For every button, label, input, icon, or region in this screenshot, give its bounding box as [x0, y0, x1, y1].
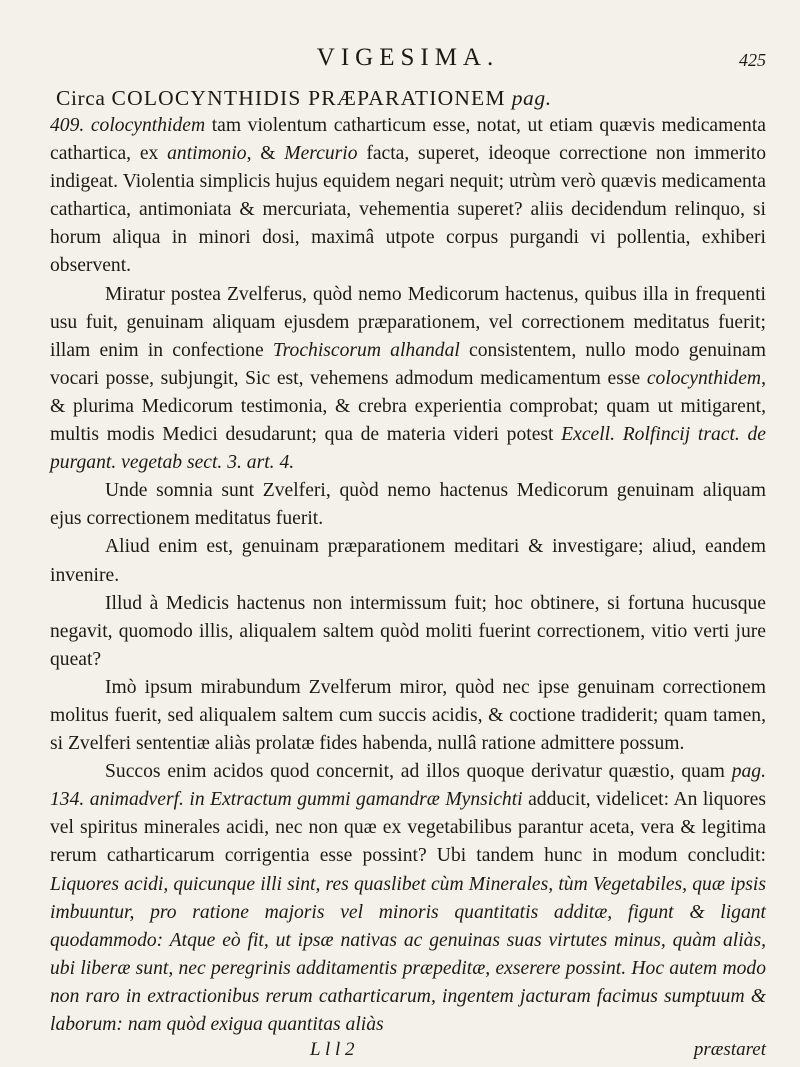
text-segment: adducit, videlicet: An liquores vel spiritus minerales acidi, nec non quæ ex vegetabilibus parantur aceta, vera & legitima rerum catharticarum corrigentia esse possint? Ubi tandem hunc in modum concludit:: [50, 789, 766, 867]
paragraph: [50, 112, 766, 281]
italic-segment: Excell. Rolfincij tract. de purgant. vegetab sect. 3. art. 4.: [50, 424, 766, 474]
heading-caps: COLOCYNTHIDIS PRÆPARATIONEM: [111, 86, 506, 110]
heading-lead: Circa: [56, 86, 112, 110]
text-segment: Unde somnia sunt Zvelferi, quòd nemo hactenus Medicorum genuinam aliquam ejus correctionem meditatus fuerit.: [50, 480, 766, 530]
paragraph: [50, 281, 766, 478]
text-segment: Aliud enim est, genuinam præparationem meditari & investigare; aliud, eandem invenire.: [50, 536, 766, 586]
text-segment: Succos enim acidos quod concernit, ad illos quoque derivatur quæstio, quam: [105, 761, 732, 783]
catchword: præstaret: [693, 1039, 766, 1061]
paragraph: [50, 674, 766, 758]
text-segment: facta, superet, ideoque correctione non immerito indigeat. Violentia simplicis hujus equidem negari nequit; utrùm verò quævis medicamenta cathartica, antimoniata & mercuriata, vehementia superet? aliis decidendum relinquo, si horum aliqua in minori dosi, maximâ utpote corpus purgandi vi pollentia, exhiberi observent.: [50, 143, 767, 277]
text-segment: tam violentum catharticum esse, notat, ut etiam quævis medicamenta cathartica, ex: [50, 115, 766, 165]
italic-segment: Liquores acidi, quicunque illi sint, res quaslibet cùm Minerales, tùm Vegetabiles, quæ ipsis imbuuntur, pro ratione majoris vel minoris quantitatis additæ, figunt & ligant quodammodo: Atque eò fit, ut ipsæ nativas ac genuinas suas virtutes minus, quàm aliàs, ubi liberæ sunt, nec peregrinis additamentis præpeditæ, exserere possint. Hoc autem modo non raro in extractionibus rerum catharticarum, ingentem jacturam facimus sumptuum & laborum: nam quòd exigua quantitas aliàs: [50, 873, 766, 1035]
page-number: 425: [739, 50, 766, 70]
text-segment: , & plurima Medicorum testimonia, & crebra experientia comprobat; quam ut mitigarent, multis modis Medici desudarunt; qua de materia videri potest: [50, 367, 766, 446]
text-segment: Miratur postea Zvelferus, quòd nemo Medicorum hactenus, quibus illa in frequenti usu fuit, genuinam aliquam ejusdem præparationem, vel correctionem meditatus fuerit; illam enim in confectione: [50, 283, 766, 361]
running-head: [50, 44, 766, 78]
body-text: [50, 112, 766, 1039]
text-segment: consistentem, nullo modo genuinam vocari posse, subjungit, Sic est, vehemens admodum medicamentum esse: [50, 339, 766, 389]
italic-segment: antimonio: [167, 143, 247, 165]
running-title: VIGESIMA.: [316, 44, 500, 71]
italic-segment: Mercurio: [284, 143, 358, 165]
paragraph: [50, 758, 766, 1039]
italic-segment: pag. 134. animadverf. in Extractum gummi gamandræ Mynsichti: [50, 761, 766, 811]
page-footer: [50, 1039, 766, 1067]
text-segment: Imò ipsum mirabundum Zvelferum miror, quòd nec ipse genuinam correctionem molitus fuerit, sed aliqualem saltem cum succis acidis, & coctione tradiderit; quam tamen, si Zvelferi sententiæ aliàs prolatæ fides habenda, nullâ ratione admittere possum.: [50, 676, 766, 755]
paragraph: [50, 590, 766, 674]
italic-segment: colocynthidem: [646, 367, 762, 389]
paragraph: [50, 533, 766, 589]
section-heading: [50, 84, 766, 112]
text-segment: , &: [246, 143, 285, 165]
italic-segment: 409. colocynthidem: [50, 115, 206, 136]
italic-segment: Trochiscorum alhandal: [272, 339, 460, 361]
text-segment: Illud à Medicis hactenus non intermissum fuit; hoc obtinere, si fortuna hucusque negavit, quomodo illis, aliqualem saltem quòd moliti fuerint correctionem, vitio verti jure queat?: [50, 592, 766, 670]
paragraph: [50, 477, 766, 533]
signature-mark: L l l 2: [310, 1039, 355, 1061]
heading-page-ref: pag.: [505, 86, 552, 110]
